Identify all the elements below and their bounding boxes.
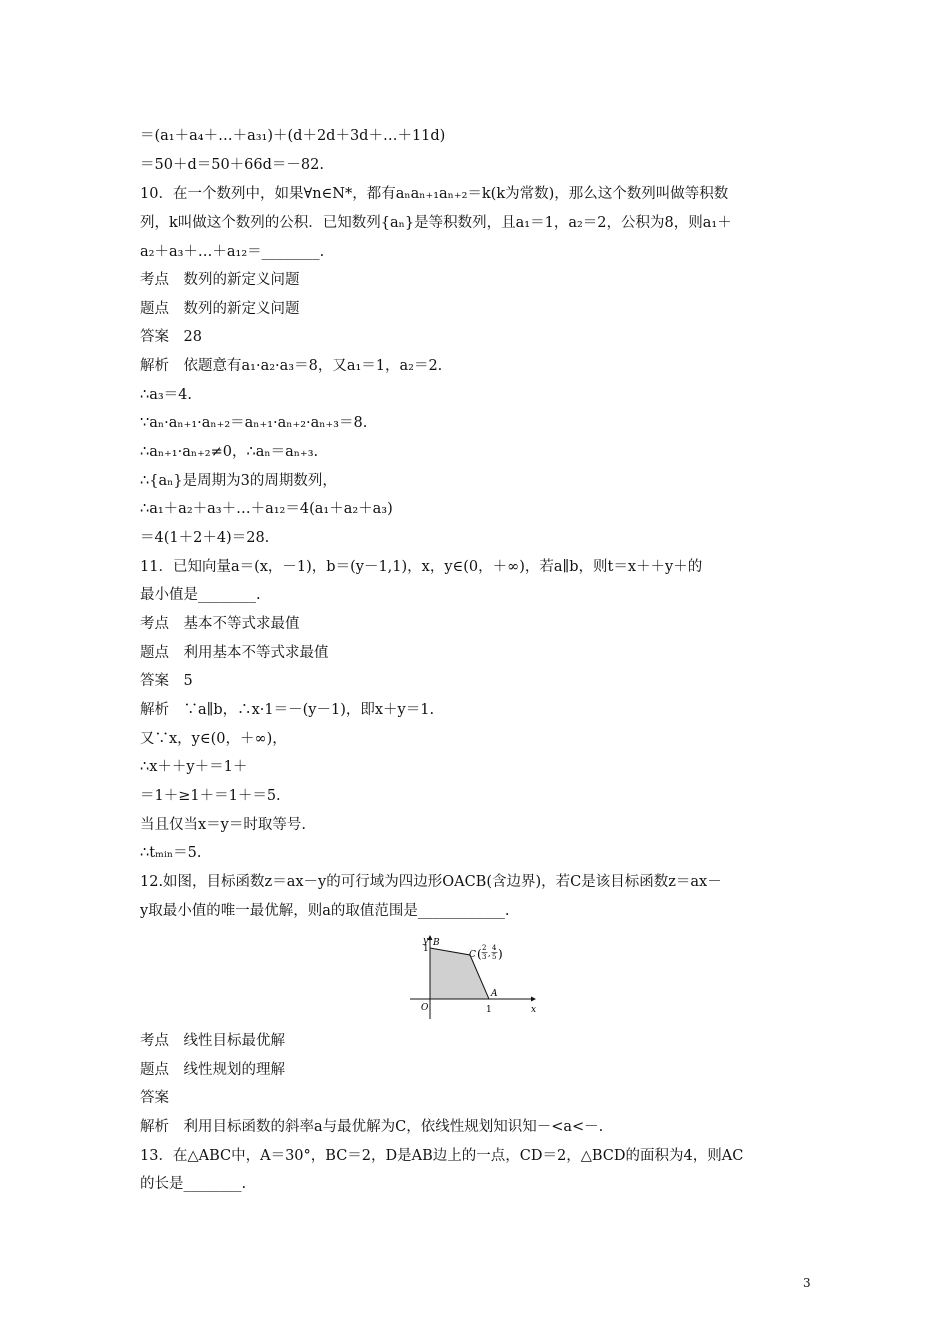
problem-10-text: 列，k叫做这个数列的公积．已知数列{aₙ}是等积数列，且a₁＝1，a₂＝2，公积为8，则a₁＋ (140, 215, 732, 231)
solution-line: 解析 利用目标函数的斜率a与最优解为C，依线性规划知识知－<a<－. (140, 1119, 604, 1135)
problem-10-text: a₂＋a₃＋…＋a₁₂＝________. (140, 244, 325, 260)
page-number: 3 (803, 1276, 811, 1290)
x-axis-label: x (531, 1005, 537, 1015)
solution-line: 解析 ∵a∥b，∴x·1＝－(y－1)，即x＋y＝1. (140, 702, 435, 718)
problem-13-text: 13．在△ABC中，A＝30°，BC＝2，D是AB边上的一点，CD＝2，△BCD的面积为4，则AC (140, 1148, 744, 1164)
problem-10-text: 10．在一个数列中，如果∀n∈N*，都有aₙaₙ₊₁aₙ₊₂＝k(k为常数)，那么这个数列叫做等积数 (140, 186, 729, 202)
y-axis-arrow (428, 935, 433, 940)
point-c-label: C (469, 950, 476, 960)
solution-line: ＝1＋≥1＋＝1＋＝5. (140, 788, 281, 804)
point-c-x-denominator: 3 (482, 953, 487, 961)
solution-line: ∴x＋＋y＋＝1＋ (140, 759, 248, 775)
solution-line: ∵aₙ·aₙ₊₁·aₙ₊₂＝aₙ₊₁·aₙ₊₂·aₙ₊₃＝8. (140, 415, 368, 431)
origin-label: O (421, 1003, 429, 1013)
problem-12-text: y取最小值的唯一最优解，则a的取值范围是____________. (140, 903, 510, 919)
solution-line: 又∵x，y∈(0，＋∞)， (140, 731, 287, 747)
point-c-x-numerator: 2 (482, 944, 487, 952)
answer-line: 答案 5 (140, 673, 193, 689)
x-tick-label: 1 (486, 1005, 492, 1015)
subtopic-label: 题点 利用基本不等式求最值 (140, 645, 329, 661)
feasible-region-graph (405, 933, 545, 1021)
topic-label: 考点 基本不等式求最值 (140, 616, 300, 632)
point-b-label: B (433, 938, 440, 948)
point-c-y-denominator: 5 (492, 953, 497, 961)
problem-11-text: 最小值是________. (140, 587, 261, 603)
answer-line: 答案 28 (140, 329, 202, 345)
topic-label: 考点 线性目标最优解 (140, 1033, 285, 1049)
text-line: ＝50＋d＝50＋66d＝－82. (140, 157, 324, 173)
solution-line: ＝4(1＋2＋4)＝28. (140, 530, 270, 546)
problem-12-text: 12.如图，目标函数z＝ax－y的可行域为四边形OACB(含边界)，若C是该目标函数z＝ax－ (140, 874, 722, 890)
problem-11-text: 11．已知向量a＝(x，－1)，b＝(y－1,1)，x，y∈(0，＋∞)，若a∥b，则t＝x＋＋y＋的 (140, 559, 703, 575)
feasible-region-figure (405, 933, 545, 1021)
point-c-paren-close: ) (498, 947, 503, 961)
point-a-label: A (491, 989, 498, 999)
subtopic-label: 题点 线性规划的理解 (140, 1062, 285, 1078)
solution-line: ∴{aₙ}是周期为3的周期数列， (140, 473, 337, 489)
y-axis-label: y (423, 936, 429, 946)
solution-line: 解析 依题意有a₁·a₂·a₃＝8，又a₁＝1，a₂＝2. (140, 358, 443, 374)
solution-line: ∴a₃＝4. (140, 387, 193, 403)
point-c-paren-open: ( (477, 947, 482, 961)
subtopic-label: 题点 数列的新定义问题 (140, 301, 300, 317)
solution-line: 当且仅当x＝y＝时取等号. (140, 817, 306, 833)
x-axis-arrow (531, 997, 536, 1002)
y-tick-label: 1 (423, 944, 429, 954)
point-c-comma: , (488, 949, 491, 958)
solution-line: ∴aₙ₊₁·aₙ₊₂≠0，∴aₙ＝aₙ₊₃. (140, 444, 319, 460)
topic-label: 考点 数列的新定义问题 (140, 272, 300, 288)
problem-13-text: 的长是________. (140, 1176, 247, 1192)
answer-line: 答案 (140, 1090, 169, 1106)
text-line: ＝(a₁＋a₄＋…＋a₃₁)＋(d＋2d＋3d＋…＋11d) (140, 128, 446, 144)
solution-line: ∴a₁＋a₂＋a₃＋…＋a₁₂＝4(a₁＋a₂＋a₃) (140, 501, 393, 517)
solution-line: ∴tₘᵢₙ＝5. (140, 845, 202, 861)
point-c-y-numerator: 4 (492, 944, 497, 952)
